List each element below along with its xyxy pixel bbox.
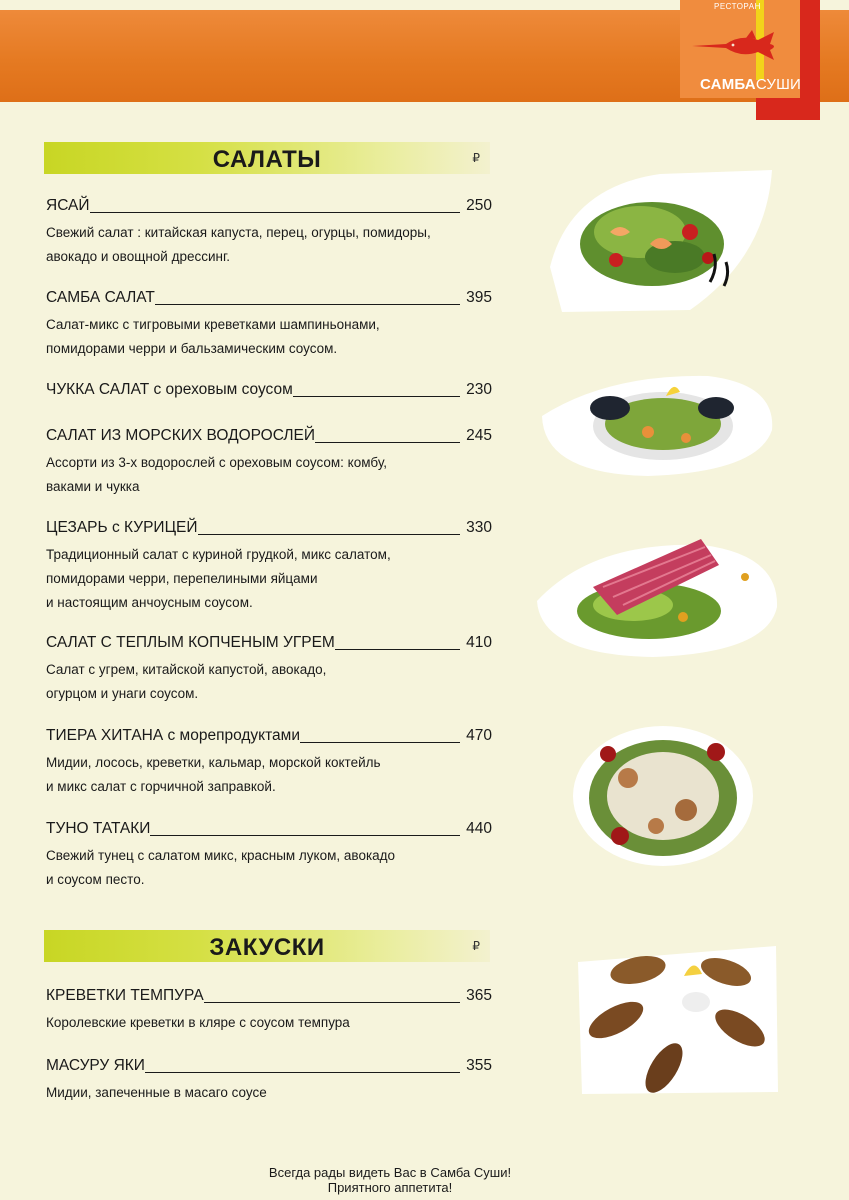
menu-item-description: огурцом и унаги соусом. <box>46 686 199 701</box>
menu-item-name: ТИЕРА ХИТАНА с морепродуктами <box>46 727 300 744</box>
footer-line-2: Приятного аппетита! <box>327 1180 453 1195</box>
menu-item-description: Ассорти из 3-х водорослей с ореховым соусом: комбу, <box>46 455 387 470</box>
menu-item <box>44 727 494 799</box>
salads-currency: ₽ <box>472 151 480 165</box>
menu-item <box>44 289 494 361</box>
menu-item-price: 470 <box>466 727 492 744</box>
menu-item-name: САЛАТ С ТЕПЛЫМ КОПЧЕНЫМ УГРЕМ <box>46 634 335 651</box>
footer-message <box>220 1165 560 1195</box>
menu-item-description: Традиционный салат с куриной грудкой, микс салатом, <box>46 547 391 562</box>
swordfish-icon <box>686 26 796 66</box>
menu-item-description: и настоящим анчоусным соусом. <box>46 595 253 610</box>
menu-item-name: МАСУРУ ЯКИ <box>46 1057 145 1074</box>
menu-item-price: 330 <box>466 519 492 536</box>
salads-section-title: САЛАТЫ <box>212 146 322 173</box>
menu-item-name: ТУНО ТАТАКИ <box>46 820 151 837</box>
menu-item-description: Салат-микс с тигровыми креветками шампиньонами, <box>46 317 380 332</box>
logo-brand-name <box>700 76 801 93</box>
appetizers-section-title: ЗАКУСКИ <box>209 934 325 961</box>
menu-item-description: Мидии, лосось, креветки, кальмар, морской коктейль <box>46 755 381 770</box>
menu-item-description: Салат с угрем, китайской капустой, авокадо, <box>46 662 327 677</box>
menu-item <box>44 197 494 269</box>
menu-item <box>44 381 494 401</box>
menu-item-name: ЦЕЗАРЬ с КУРИЦЕЙ <box>46 519 198 536</box>
menu-item-price: 250 <box>466 197 492 214</box>
menu-item-description: помидорами черри и бальзамическим соусом. <box>46 341 338 356</box>
footer-line-1: Всегда рады видеть Вас в Самба Суши! <box>268 1165 512 1180</box>
menu-item-description: Свежий салат : китайская капуста, перец, огурцы, помидоры, <box>46 225 431 240</box>
menu-item <box>44 1057 494 1105</box>
menu-item-description: и соусом песто. <box>46 872 145 887</box>
menu-item-price: 355 <box>466 1057 492 1074</box>
appetizer-plate-image <box>576 942 781 1097</box>
logo-restaurant-label: РЕСТОРАН <box>714 2 761 11</box>
menu-item-description: Королевские креветки в кляре с соусом темпура <box>46 1015 350 1030</box>
menu-item-price: 410 <box>466 634 492 651</box>
menu-item <box>44 634 494 706</box>
menu-item-description: ваками и чукка <box>46 479 140 494</box>
menu-item-description: Свежий тунец с салатом микс, красным луком, авокадо <box>46 848 396 863</box>
menu-item-price: 245 <box>466 427 492 444</box>
salads-section-header <box>44 142 490 174</box>
brand-name-part2: СУШИ <box>755 76 802 93</box>
menu-item-price: 440 <box>466 820 492 837</box>
brand-name-part1: САМБА <box>700 76 756 93</box>
menu-item-name: ЯСАЙ <box>46 197 90 214</box>
appetizers-section-header <box>44 930 490 962</box>
menu-item-price: 395 <box>466 289 492 306</box>
menu-item-description: авокадо и овощной дрессинг. <box>46 249 230 264</box>
menu-item-name: САЛАТ ИЗ МОРСКИХ ВОДОРОСЛЕЙ <box>46 427 316 444</box>
menu-item <box>44 987 494 1035</box>
menu-item-description: помидорами черри, перепелиными яйцами <box>46 571 318 586</box>
salad-plate-image-3 <box>533 525 783 665</box>
menu-item-description: Мидии, запеченные в масаго соусе <box>46 1085 267 1100</box>
menu-item-name: КРЕВЕТКИ ТЕМПУРА <box>46 987 204 1004</box>
menu-item <box>44 427 494 499</box>
menu-item <box>44 519 494 615</box>
salad-plate-image-2 <box>538 368 778 480</box>
menu-item-price: 230 <box>466 381 492 398</box>
restaurant-logo <box>680 0 820 120</box>
menu-item-description: и микс салат с горчичной заправкой. <box>46 779 276 794</box>
salad-plate-image-4 <box>568 718 758 868</box>
appetizers-currency: ₽ <box>472 939 480 953</box>
menu-item <box>44 820 494 892</box>
menu-item-price: 365 <box>466 987 492 1004</box>
menu-item-name: ЧУККА САЛАТ с ореховым соусом <box>46 381 293 398</box>
salad-plate-image-1 <box>540 162 780 322</box>
menu-item-name: САМБА САЛАТ <box>46 289 155 306</box>
